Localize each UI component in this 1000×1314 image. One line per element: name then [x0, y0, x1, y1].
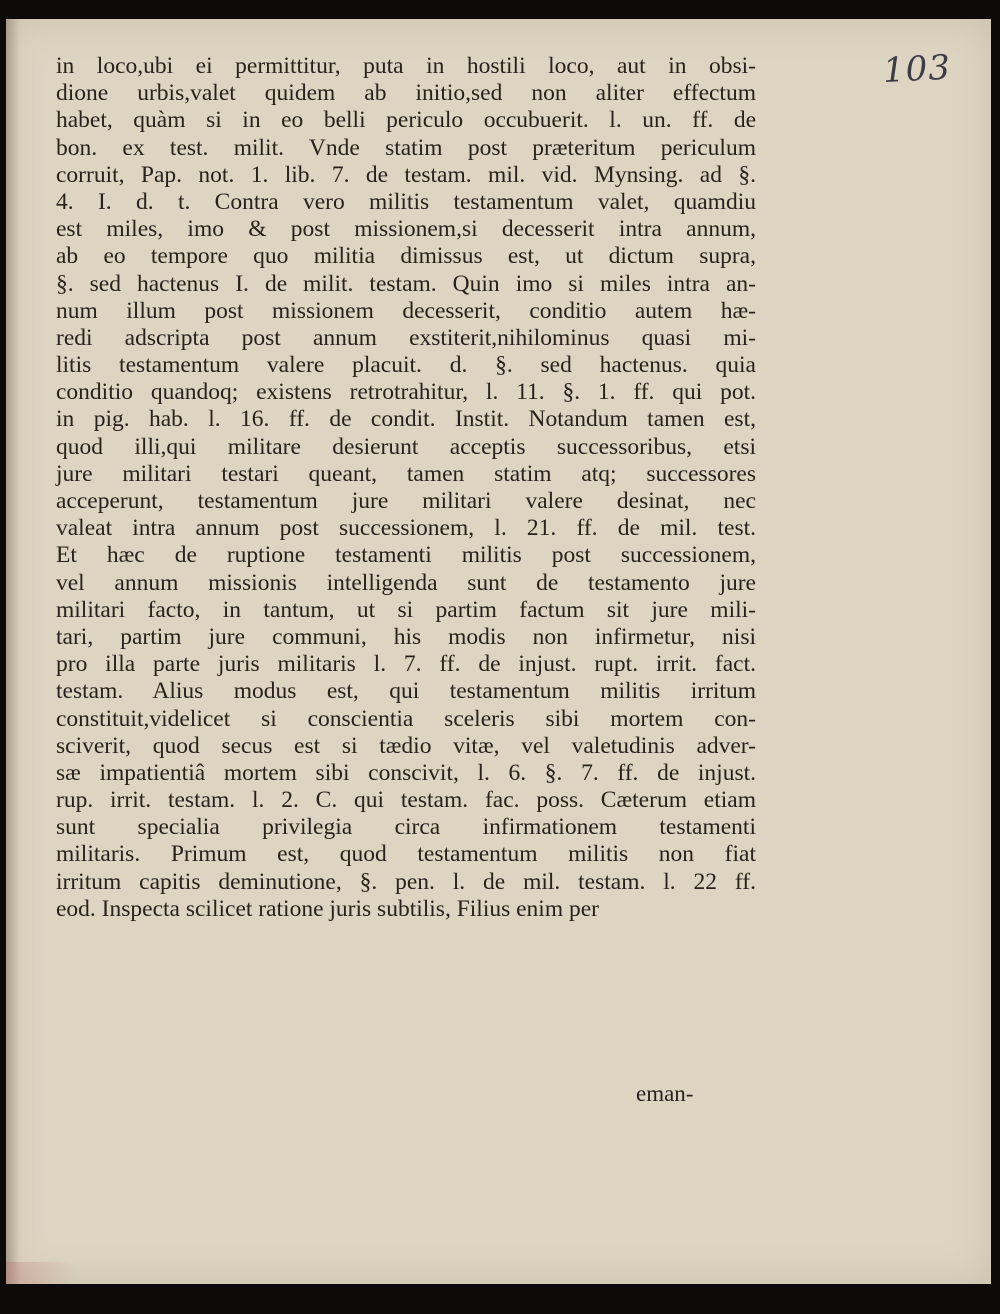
text-line: ab eo tempore quo militia dimissus est, ut dictum supra, — [56, 243, 756, 270]
text-line: pro illa parte juris militaris l. 7. ff. de injust. rupt. irrit. fact. — [56, 651, 756, 678]
gutter-shadow — [6, 19, 20, 1284]
text-line: testam. Alius modus est, qui testamentum militis irritum — [56, 678, 756, 705]
page-stain — [6, 1262, 76, 1284]
text-line: 4. I. d. t. Contra vero militis testamentum valet, quamdiu — [56, 188, 756, 215]
text-line: tari, partim jure communi, his modis non infirmetur, nisi — [56, 623, 756, 650]
text-line: irritum capitis deminutione, §. pen. l. de mil. testam. l. 22 ff. — [56, 868, 756, 895]
text-line: §. sed hactenus I. de milit. testam. Quin imo si miles intra an- — [56, 270, 756, 297]
text-line: quod illi,qui militare desierunt acceptis successoribus, etsi — [56, 433, 756, 460]
text-line: militari facto, in tantum, ut si partim factum sit jure mili- — [56, 596, 756, 623]
handwritten-page-number: 103 — [882, 47, 952, 92]
body-text — [56, 53, 756, 923]
text-line: conditio quandoq; existens retrotrahitur, l. 11. §. 1. ff. qui pot. — [56, 379, 756, 406]
text-line: jure militari testari queant, tamen statim atq; successores — [56, 460, 756, 487]
text-line: in pig. hab. l. 16. ff. de condit. Instit. Notandum tamen est, — [56, 406, 756, 433]
text-line: militaris. Primum est, quod testamentum militis non fiat — [56, 841, 756, 868]
text-line: sæ impatientiâ mortem sibi conscivit, l. 6. §. 7. ff. de injust. — [56, 759, 756, 786]
text-line: sunt specialia privilegia circa infirmationem testamenti — [56, 814, 756, 841]
text-line: eod. Inspecta scilicet ratione juris subtilis, Filius enim per — [56, 895, 600, 922]
text-line: habet, quàm si in eo belli periculo occubuerit. l. un. ff. de — [56, 107, 756, 134]
text-line: valeat intra annum post successionem, l. 21. ff. de mil. test. — [56, 515, 756, 542]
text-line: num illum post missionem decesserit, conditio autem hæ- — [56, 297, 756, 324]
text-line: litis testamentum valere placuit. d. §. sed hactenus. quia — [56, 352, 756, 379]
text-line: est miles, imo & post missionem,si decesserit intra annum, — [56, 216, 756, 243]
text-line: Et hæc de ruptione testamenti militis post successionem, — [56, 542, 756, 569]
text-line: rup. irrit. testam. l. 2. C. qui testam. fac. poss. Cæterum etiam — [56, 787, 756, 814]
text-line: constituit,videlicet si conscientia sceleris sibi mortem con- — [56, 705, 756, 732]
book-page — [6, 19, 991, 1284]
text-line: sciverit, quod secus est si tædio vitæ, vel valetudinis adver- — [56, 732, 756, 759]
text-line: dione urbis,valet quidem ab initio,sed non aliter effectum — [56, 80, 756, 107]
text-line: bon. ex test. milit. Vnde statim post præteritum periculum — [56, 134, 756, 161]
text-line: vel annum missionis intelligenda sunt de testamento jure — [56, 569, 756, 596]
catchword: eman- — [636, 1081, 694, 1106]
text-line: redi adscripta post annum exstiterit,nihilominus quasi mi- — [56, 324, 756, 351]
text-line: corruit, Pap. not. 1. lib. 7. de testam. mil. vid. Mynsing. ad §. — [56, 161, 756, 188]
text-line: in loco,ubi ei permittitur, puta in hostili loco, aut in obsi- — [56, 53, 756, 79]
text-line: acceperunt, testamentum jure militari valere desinat, nec — [56, 488, 756, 514]
